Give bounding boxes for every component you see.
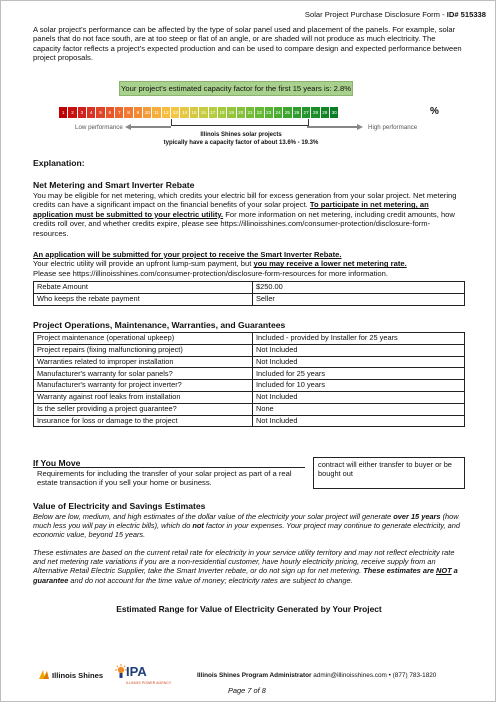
- scale-cell-23: 23: [265, 107, 274, 118]
- scale-cell-20: 20: [237, 107, 246, 118]
- low-performance-label: Low performance: [75, 124, 123, 131]
- if-you-move-answer: contract will either transfer to buyer or be bought out: [313, 457, 465, 489]
- typical-range-note-line2: typically have a capacity factor of about 13.6% - 19.3%: [163, 140, 319, 146]
- table-cell: Not Included: [253, 344, 465, 356]
- scale-cell-18: 18: [218, 107, 227, 118]
- table-row: [34, 356, 465, 368]
- table-cell: Who keeps the rebate payment: [34, 293, 253, 305]
- arrow-left-icon: [125, 124, 171, 130]
- rebate-table: [33, 281, 465, 306]
- divider: [33, 467, 305, 468]
- table-cell: Manufacturer's warranty for project inverter?: [34, 380, 253, 392]
- scale-cell-7: 7: [115, 107, 124, 118]
- scale-cell-19: 19: [227, 107, 236, 118]
- table-cell: Included for 10 years: [253, 380, 465, 392]
- arrow-right-icon: [307, 124, 363, 130]
- rebate-paragraph: An application will be submitted for your project to receive the Smart Inverter Rebate. Your electric utility will provide an upfront lump-sum payment, but you may receive a lower net metering rate. Please see https://illinoisshines.com/consumer-protection/disclosure-form-resources for more information.: [33, 250, 407, 278]
- table-cell: None: [253, 403, 465, 415]
- table-cell: Included for 25 years: [253, 368, 465, 380]
- table-row: [34, 415, 465, 427]
- table-row: [34, 380, 465, 392]
- typical-range-note-line1: Illinois Shines solar projects: [200, 132, 282, 138]
- if-you-move-heading: If You Move: [33, 458, 81, 468]
- scale-cell-24: 24: [274, 107, 283, 118]
- page-number: Page 7 of 8: [228, 686, 266, 695]
- table-cell: Not Included: [253, 356, 465, 368]
- table-cell: Is the seller providing a project guarantee?: [34, 403, 253, 415]
- scale-cell-3: 3: [78, 107, 87, 118]
- table-cell: Warranties related to improper installation: [34, 356, 253, 368]
- table-row: [34, 391, 465, 403]
- estimated-range-heading: Estimated Range for Value of Electricity Generated by Your Project: [116, 604, 382, 614]
- table-cell: Seller: [253, 293, 465, 305]
- table-row: [34, 293, 465, 305]
- ipa-logo-subtitle: ILLINOIS POWER AGENCY: [126, 681, 172, 685]
- table-row: [34, 403, 465, 415]
- form-header: [305, 10, 486, 19]
- high-performance-label: High performance: [368, 124, 418, 131]
- scale-cell-6: 6: [106, 107, 115, 118]
- scale-cell-9: 9: [134, 107, 143, 118]
- table-cell: $250.00: [253, 282, 465, 294]
- scale-cell-27: 27: [302, 107, 311, 118]
- capacity-factor-banner: Your project's estimated capacity factor for the first 15 years is: 2.8%: [119, 81, 353, 96]
- scale-cell-1: 1: [59, 107, 68, 118]
- intro-paragraph: A solar project's performance can be affected by the type of solar panel used and placement of the panels. For example, solar panels that do not face south, are at too steep or flat of an angle, or are shaded will not produce as much electricity. The capacity factor reflects a project's expected production and can be used to compare design and expected performance between project proposals.: [33, 25, 462, 63]
- table-row: [34, 344, 465, 356]
- scale-cell-8: 8: [124, 107, 133, 118]
- scale-cell-28: 28: [311, 107, 320, 118]
- form-id: ID# 515338: [446, 10, 486, 19]
- scale-unit: %: [430, 106, 439, 117]
- table-cell: Project repairs (fixing malfunctioning project): [34, 344, 253, 356]
- scale-cell-13: 13: [171, 107, 180, 118]
- form-title: Solar Project Purchase Disclosure Form -: [304, 10, 447, 19]
- scale-cell-29: 29: [321, 107, 330, 118]
- scale-cell-5: 5: [96, 107, 105, 118]
- table-row: [34, 368, 465, 380]
- scale-cell-26: 26: [293, 107, 302, 118]
- explanation-heading: Explanation:: [33, 158, 85, 168]
- scale-cell-15: 15: [190, 107, 199, 118]
- scale-cell-17: 17: [209, 107, 218, 118]
- table-cell: Included - provided by Installer for 25 years: [253, 333, 465, 345]
- if-you-move-text: Requirements for including the transfer of your solar project as part of a real estate transaction if you sell your home or business.: [37, 469, 292, 488]
- table-row: [34, 282, 465, 294]
- scale-cell-22: 22: [255, 107, 264, 118]
- scale-cell-2: 2: [68, 107, 77, 118]
- table-cell: Warranty against roof leaks from installation: [34, 391, 253, 403]
- scale-cell-14: 14: [180, 107, 189, 118]
- value-paragraph: Below are low, medium, and high estimates of the dollar value of the electricity your solar project will generate over 15 years (how much less you will pay in electric bills), which do not factor in your expenses. Your project may continue to generate electricity, and economic value, beyond 15 years.: [33, 512, 460, 540]
- rebate-application-note: An application will be submitted for your project to receive the Smart Inverter Rebate.: [33, 250, 342, 259]
- net-metering-application-note: To participate in net metering, an application must be submitted to your electric utility.: [33, 200, 429, 219]
- illinois-shines-logo-icon: [38, 668, 51, 680]
- scale-cell-12: 12: [162, 107, 171, 118]
- net-metering-heading: Net Metering and Smart Inverter Rebate: [33, 180, 195, 190]
- capacity-scale: [59, 107, 339, 118]
- estimates-disclaimer: These estimates are based on the current retail rate for electricity in your service utility territory and may not reflect electricity rate and net metering rate variations if you are a non-residential customer, have hourly electricity pricing, receive supply from an Alternative Retail Electric Supplier, take the Smart Inverter rebate, or do not sign up for net metering. These estimates are NOT a guarantee and do not account for the time value of money; electricity rates are subject to change.: [33, 548, 458, 585]
- scale-cell-25: 25: [283, 107, 292, 118]
- footer-contact: Illinois Shines Program Administrator admin@illinoisshines.com • (877) 783-1820: [197, 672, 437, 679]
- table-cell: Manufacturer's warranty for solar panels?: [34, 368, 253, 380]
- operations-table: [33, 332, 465, 427]
- illinois-shines-logo: Illinois Shines: [52, 671, 104, 680]
- scale-cell-11: 11: [152, 107, 161, 118]
- table-row: [34, 333, 465, 345]
- table-cell: Project maintenance (operational upkeep): [34, 333, 253, 345]
- table-cell: Not Included: [253, 415, 465, 427]
- table-cell: Rebate Amount: [34, 282, 253, 294]
- scale-cell-21: 21: [246, 107, 255, 118]
- scale-cell-16: 16: [199, 107, 208, 118]
- typical-range-bracket: [171, 119, 309, 126]
- typical-range-note: [140, 131, 342, 147]
- table-cell: Insurance for loss or damage to the project: [34, 415, 253, 427]
- lower-rate-warning: you may receive a lower net metering rate.: [253, 259, 407, 269]
- scale-cell-10: 10: [143, 107, 152, 118]
- value-heading: Value of Electricity and Savings Estimates: [33, 501, 206, 511]
- scale-cell-4: 4: [87, 107, 96, 118]
- operations-heading: Project Operations, Maintenance, Warranties, and Guarantees: [33, 320, 286, 330]
- net-metering-paragraph: You may be eligible for net metering, which credits your electric bill for excess generation from your solar project. Net metering credits can have a significant impact on the financial benefits of your solar project. To participate in net metering, an application must be submitted to your electric utility. For more information on net metering, including credit amounts, how credits roll over, and whether credits expire, please see https://illinoisshines.com/consumer-protection/disclosure-form-resources.: [33, 191, 457, 238]
- ipa-logo: IPA: [126, 664, 147, 679]
- table-cell: Not Included: [253, 391, 465, 403]
- scale-cell-30: 30: [330, 107, 339, 118]
